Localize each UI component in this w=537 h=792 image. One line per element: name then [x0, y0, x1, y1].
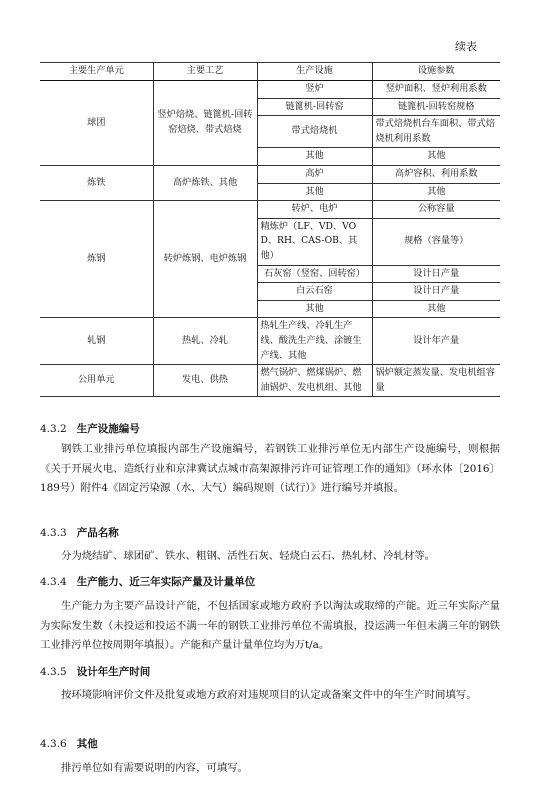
section-heading-4-3-3: [40, 525, 119, 540]
section-heading-4-3-5: [40, 664, 150, 679]
section-number: 4.3.5: [40, 666, 67, 678]
cell-facility-param: 高炉容积、利用系数: [372, 165, 500, 183]
table-header-row: [40, 63, 500, 81]
section-number: 4.3.3: [40, 527, 67, 539]
cell-facility-param: 其他: [372, 183, 500, 201]
section-number: 4.3.4: [40, 576, 67, 588]
production-unit-table: [40, 62, 500, 397]
cell-facility-param: 其他: [372, 300, 500, 318]
continued-table-label: 续表: [455, 40, 477, 53]
section-title: 产品名称: [76, 527, 119, 539]
cell-production-unit: 炼铁: [40, 165, 153, 200]
table-body: [40, 63, 500, 397]
cell-production-unit: 球团: [40, 81, 153, 166]
cell-facility: 转炉、电炉: [257, 201, 372, 219]
cell-main-process: 高炉炼铁、其他: [153, 165, 257, 200]
header-cell-process: 主要工艺: [153, 63, 257, 81]
cell-facility-param: 链篦机-回转窑规格: [372, 98, 500, 116]
cell-production-unit: 轧钢: [40, 318, 153, 365]
cell-facility: 燃气锅炉、燃煤锅炉、燃油锅炉、发电机组、其他: [257, 365, 372, 397]
table-row: [40, 318, 500, 365]
cell-facility: 其他: [257, 148, 372, 166]
section-title: 生产设施编号: [76, 423, 140, 435]
cell-facility: 带式焙烧机: [257, 116, 372, 148]
header-cell-facility: 生产设施: [257, 63, 372, 81]
cell-main-process: 发电、供热: [153, 365, 257, 397]
section-body-4-3-5: 按环境影响评价文件及批复或地方政府对违规项目的认定或备案文件中的年生产时间填写。: [61, 689, 477, 701]
cell-facility: 竖炉: [257, 81, 372, 99]
cell-facility-param: 竖炉面积、竖炉利用系数: [372, 81, 500, 99]
cell-facility-param: 规格（容量等）: [372, 218, 500, 265]
section-number: 4.3.6: [40, 738, 67, 750]
section-heading-4-3-4: [40, 574, 255, 589]
cell-main-process: 竖炉焙烧、链篦机-回转窑焙烧、带式焙烧: [153, 81, 257, 166]
header-cell-unit: 主要生产单元: [40, 63, 153, 81]
section-body-4-3-3: 分为烧结矿、球团矿、铁水、粗钢、活性石灰、轻烧白云石、热轧材、冷轧材等。: [61, 550, 436, 562]
cell-facility-param: 设计日产量: [372, 265, 500, 283]
section-heading-4-3-6: [40, 736, 98, 751]
section-body-4-3-2: 钢铁工业排污单位填报内部生产设施编号，若钢铁工业排污单位无内部生产设施编号，则根据《关于开展火电、造纸行业和京津冀试点城市高架源排污许可证管理工作的通知》（环水体〔2016〕189号）附件4《固定污染源（水、大气）编码规则（试行）》进行编号并填报。: [40, 443, 500, 494]
cell-facility-param: 锅炉额定蒸发量、发电机组容量: [372, 365, 500, 397]
cell-facility: 其他: [257, 183, 372, 201]
section-title: 其他: [76, 738, 98, 750]
cell-facility: 石灰窑（竖窑、回转窑）: [257, 265, 372, 283]
section-heading-4-3-2: [40, 421, 140, 436]
table-row: [40, 365, 500, 397]
section-title: 生产能力、近三年实际产量及计量单位: [76, 576, 256, 588]
cell-facility-param: 带式焙烧机台车面积、带式焙烧机利用系数: [372, 116, 500, 148]
cell-facility: 高炉: [257, 165, 372, 183]
cell-main-process: 热轧、冷轧: [153, 318, 257, 365]
cell-facility: 白云石窑: [257, 283, 372, 301]
cell-facility-param: 其他: [372, 148, 500, 166]
cell-facility-param: 公称容量: [372, 201, 500, 219]
table-row: [40, 201, 500, 219]
section-title: 设计年生产时间: [76, 666, 151, 678]
cell-facility: 热轧生产线、冷轧生产线、酸洗生产线、涂镀生产线、其他: [257, 318, 372, 365]
section-number: 4.3.2: [40, 423, 67, 435]
cell-facility: 链篦机-回转窑: [257, 98, 372, 116]
cell-production-unit: 炼钢: [40, 201, 153, 318]
cell-main-process: 转炉炼钢、电炉炼钢: [153, 201, 257, 318]
cell-facility-param: 设计年产量: [372, 318, 500, 365]
cell-facility: 精炼炉（LF、VD、VOD、RH、CAS-OB、其他）: [257, 218, 372, 265]
section-body-4-3-6: 排污单位如有需要说明的内容，可填写。: [61, 762, 249, 774]
section-body-4-3-4: 生产能力为主要产品设计产能，不包括国家或地方政府予以淘汰或取缔的产能。近三年实际产量为实际发生数（未投运和投运不满一年的钢铁工业排污单位不需填报，投运满一年但未满三年的钢铁工业排污单位按周期年填报）。产能和产量计量单位均为万t/a。: [40, 600, 500, 651]
header-cell-param: 设施参数: [372, 63, 500, 81]
cell-facility-param: 设计日产量: [372, 283, 500, 301]
table-row: [40, 165, 500, 183]
cell-production-unit: 公用单元: [40, 365, 153, 397]
table-row: [40, 81, 500, 99]
cell-facility: 其他: [257, 300, 372, 318]
